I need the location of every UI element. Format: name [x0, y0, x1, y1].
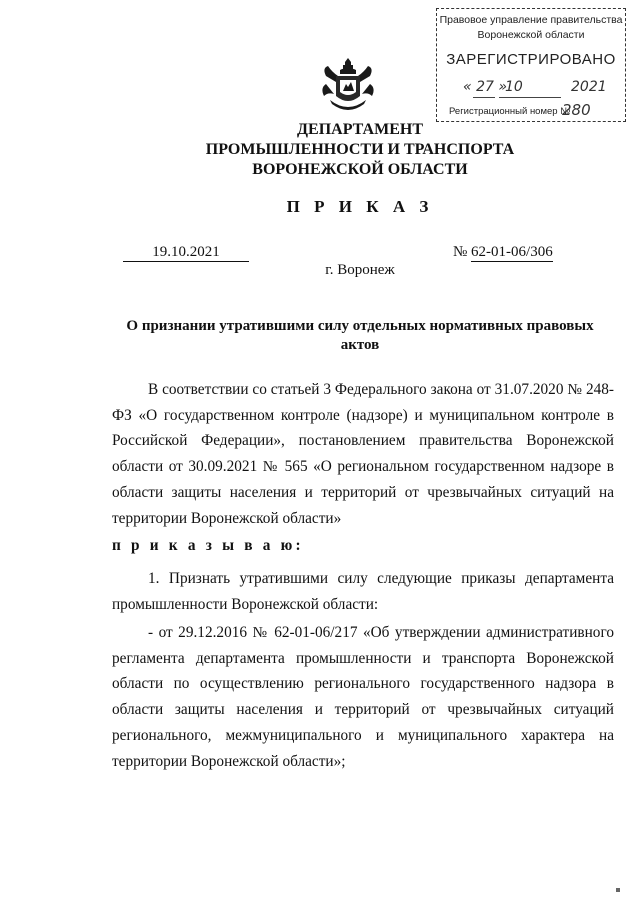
stamp-year: 2021	[571, 79, 607, 95]
stamp-authority-line2: Воронежской области	[477, 29, 585, 41]
ordered-heading: п р и к а з ы в а ю:	[112, 537, 304, 554]
stamp-title: ЗАРЕГИСТРИРОВАНО	[446, 51, 616, 68]
coat-of-arms-icon	[318, 58, 378, 114]
registration-stamp	[436, 8, 626, 122]
issue-city: г. Воронеж	[325, 262, 395, 278]
order-subject-line1: О признании утратившими силу отдельных нормативных правовых	[126, 318, 594, 334]
stamp-month: 10	[505, 79, 523, 95]
stamp-day: « 27 »	[463, 79, 507, 95]
order-number: № 62-01-06/306	[453, 244, 553, 260]
stamp-authority-line1: Правовое управление правительства	[439, 14, 623, 26]
order-date: 19.10.2021	[152, 244, 220, 260]
order-subject-line2: актов	[340, 337, 380, 353]
document-type-heading: П Р И К А З	[286, 197, 434, 216]
stamp-reg-label: Регистрационный номер №	[449, 106, 571, 117]
item-1-paragraph: 1. Признать утратившими силу следующие приказы департамента промышленности Воронежской области:	[112, 570, 614, 613]
stamp-reg-number: 280	[562, 101, 591, 119]
department-name-line2: ПРОМЫШЛЕННОСТИ И ТРАНСПОРТА	[205, 141, 515, 158]
department-name-line3: ВОРОНЕЖСКОЙ ОБЛАСТИ	[252, 161, 468, 178]
item-1-subitem-1: - от 29.12.2016 № 62-01-06/217 «Об утверждении административного регламента департамента промышленности и транспорта Воронежской области по осуществлению регионального государственного надзора в области защиты населения и территорий от чрезвычайных ситуаций регионального, межмуниципального и муниципального характера на территории Воронежской области»;	[112, 624, 614, 770]
preamble-paragraph: В соответствии со статьей 3 Федерального закона от 31.07.2020 № 248-ФЗ «О государственном контроле (надзоре) и муниципальном контроле в Российской Федерации», постановлением правительства Воронежской области от 30.09.2021 № 565 «О региональном государственном надзоре в области защиты населения и территорий от чрезвычайных ситуаций на территории Воронежской области»	[112, 381, 614, 527]
scan-mark	[616, 888, 620, 892]
stamp-date	[453, 79, 613, 101]
department-name-line1: ДЕПАРТАМЕНТ	[297, 121, 423, 138]
